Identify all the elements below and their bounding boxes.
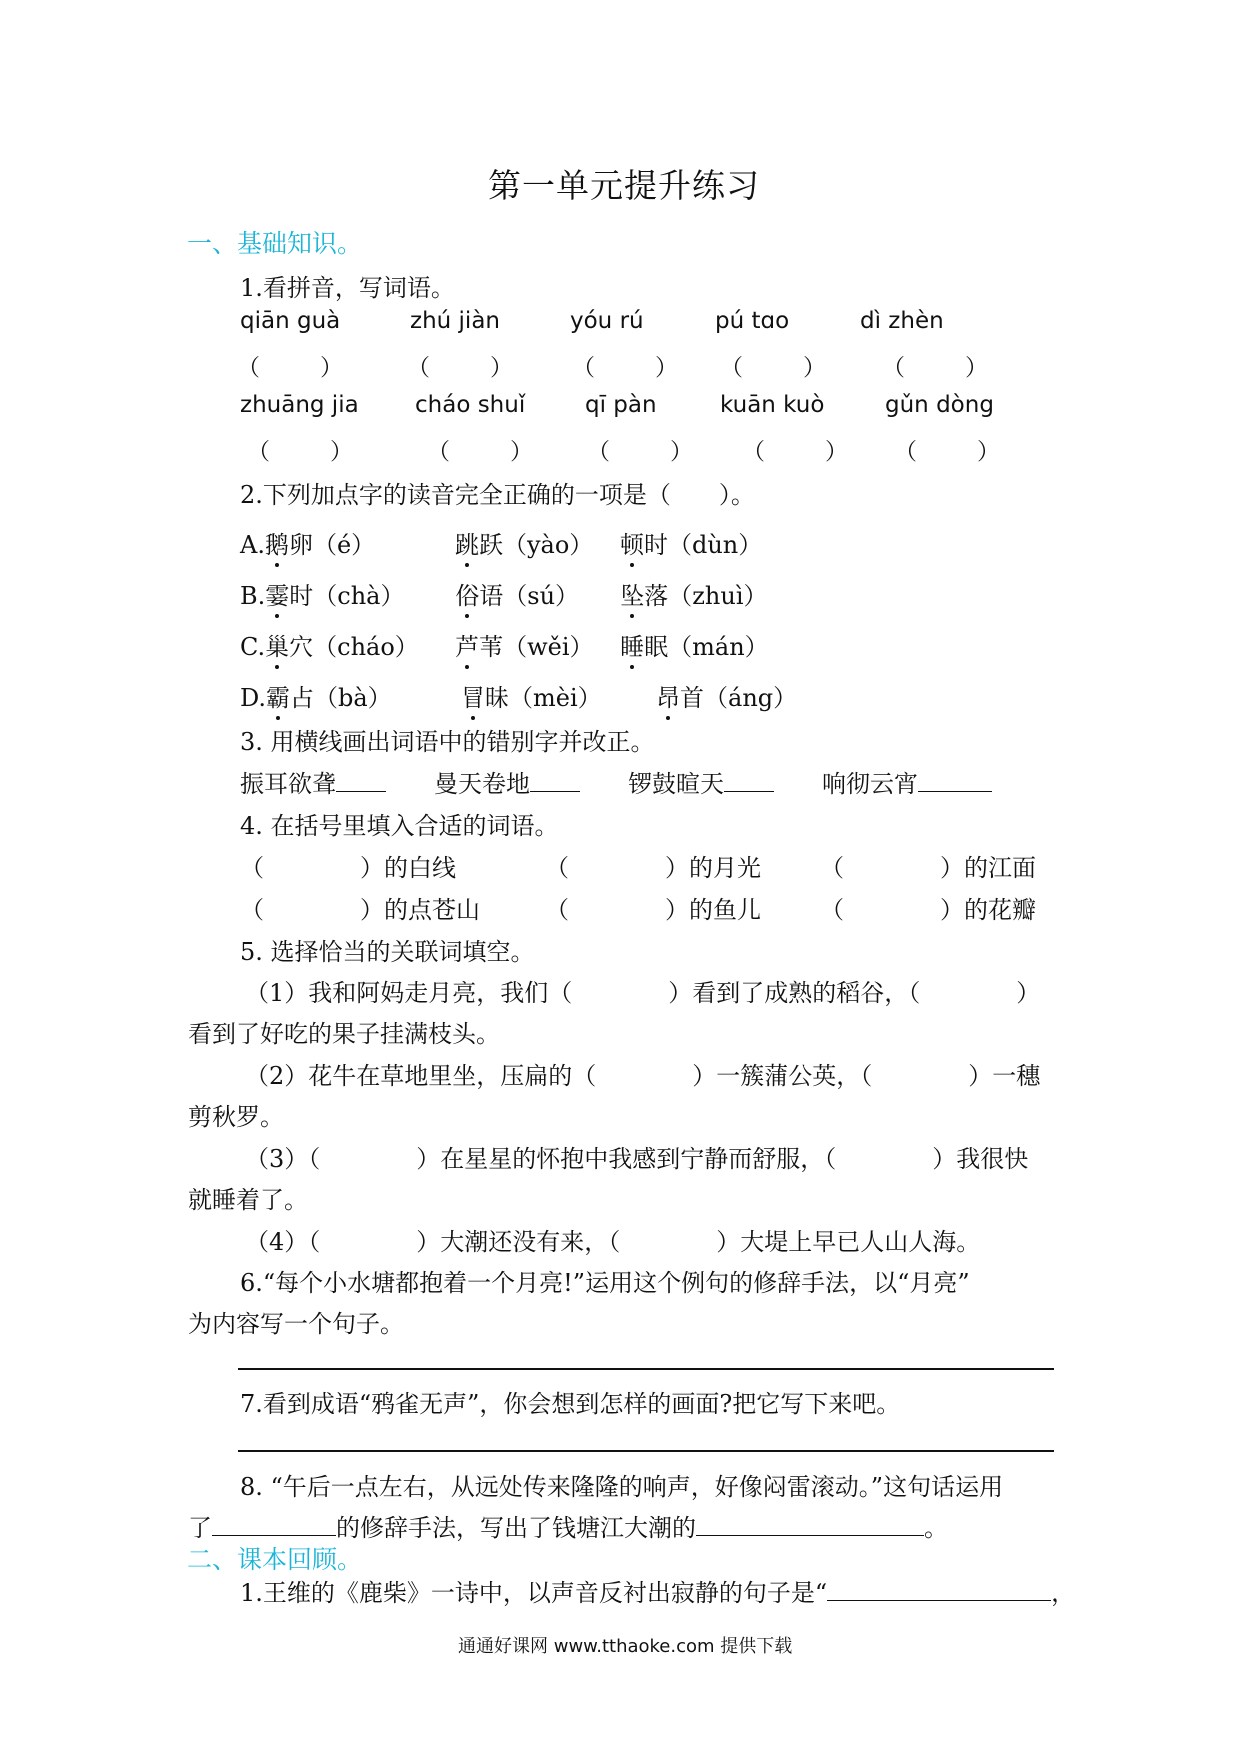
dotted-char: 俗 (455, 576, 479, 611)
section-heading-1: 一、基础知识。 (187, 229, 363, 258)
paren-close: ） (655, 355, 678, 381)
answer-line-q7 (238, 1450, 1054, 1452)
pinyin-item: qiān guà (240, 308, 341, 334)
fill-row-1 (240, 848, 1036, 883)
q5-sentence-2-cont: 剪秋罗。 (188, 1103, 284, 1131)
option-b (240, 576, 768, 611)
question-6-line-2: 为内容写一个句子。 (188, 1310, 404, 1338)
typo-word: 曼天卷地 (434, 770, 530, 798)
pinyin-item: kuān kuò (720, 392, 825, 418)
option-text: 昧（mèi） (485, 684, 602, 712)
typo-words-row (240, 764, 992, 799)
answer-blank (530, 767, 580, 792)
answer-blank (696, 1511, 924, 1536)
option-c (240, 627, 769, 662)
paren-open: （ (247, 439, 270, 465)
pinyin-item: zhuāng jia (240, 392, 359, 418)
paren-open: （ (720, 355, 743, 381)
option-text: 眠（mán） (644, 633, 769, 661)
fill-item: （ ）的花瓣 (820, 896, 1036, 924)
paren-open: （ (407, 355, 430, 381)
option-text: 时（chà） (289, 582, 405, 610)
dotted-char: 冒 (461, 678, 485, 713)
paren-close: ） (803, 355, 826, 381)
question-7: 7.看到成语“鸦雀无声”，你会想到怎样的画面?把它写下来吧。 (240, 1390, 901, 1418)
option-text: 卵（é） (288, 531, 376, 559)
paren-open: （ (742, 439, 765, 465)
paren-open: （ (572, 355, 595, 381)
dotted-char: 顿 (620, 525, 644, 560)
pinyin-item: gǔn dòng (885, 392, 994, 418)
pinyin-item: zhú jiàn (410, 308, 500, 334)
fill-item: （ ）的鱼儿 (545, 896, 761, 924)
question-4-stem: 4. 在括号里填入合适的词语。 (240, 812, 559, 840)
option-label: C. (240, 633, 266, 661)
page-title: 第一单元提升练习 (488, 166, 760, 205)
question-1-stem: 1.看拼音，写词语。 (240, 274, 455, 302)
dotted-char: 芦 (455, 627, 479, 662)
paren-close: ） (330, 439, 353, 465)
review-text: 1.王维的《鹿柴》一诗中，以声音反衬出寂静的句子是“ (240, 1579, 828, 1607)
q5-sentence-1: （1）我和阿妈走月亮，我们（ ）看到了成熟的稻谷，（ ） (245, 979, 1041, 1007)
pinyin-item: qī pàn (585, 392, 657, 418)
question-8-line-2 (188, 1508, 948, 1543)
dotted-char: 跳 (455, 525, 479, 560)
option-text: 占（bà） (290, 684, 392, 712)
dotted-char: 睡 (620, 627, 644, 662)
q5-sentence-3: （3）（ ）在星星的怀抱中我感到宁静而舒服，（ ）我很快 (245, 1145, 1029, 1173)
question-6-line-1: 6.“每个小水塘都抱着一个月亮!”运用这个例句的修辞手法，以“月亮” (240, 1269, 970, 1297)
paren-close: ） (977, 439, 1000, 465)
answer-blank (827, 1576, 1051, 1601)
option-a (240, 525, 762, 560)
dotted-char: 昂 (656, 678, 680, 713)
question-2-stem: 2.下列加点字的读音完全正确的一项是（ ）。 (240, 481, 755, 509)
dotted-char: 巢 (265, 627, 289, 662)
option-label: D. (240, 684, 267, 712)
review-question-1 (240, 1573, 1075, 1608)
question-8-line-1: 8. “午后一点左右，从远处传来隆隆的响声，好像闷雷滚动。”这句话运用 (240, 1473, 1004, 1501)
option-text: 穴（cháo） (289, 633, 419, 661)
paren-open: （ (237, 355, 260, 381)
option-label: A. (240, 531, 265, 559)
dotted-char: 霸 (266, 678, 290, 713)
q8-text: 。 (924, 1514, 948, 1542)
pinyin-item: yóu rú (570, 308, 644, 334)
q5-sentence-2: （2）花牛在草地里坐，压扁的（ ）一簇蒲公英，（ ）一穗 (245, 1062, 1041, 1090)
pinyin-row-1 (240, 308, 1005, 334)
q8-text: 了 (188, 1514, 212, 1542)
paren-close: ） (490, 355, 513, 381)
dotted-char: 霎 (265, 576, 289, 611)
paren-close: ） (510, 439, 533, 465)
answer-blank (724, 767, 774, 792)
option-d (240, 678, 797, 713)
q5-sentence-4: （4）（ ）大潮还没有来，（ ）大堤上早已人山人海。 (245, 1228, 981, 1256)
pinyin-item: cháo shuǐ (415, 392, 526, 418)
paren-open: （ (882, 355, 905, 381)
option-text: 落（zhuì） (644, 582, 768, 610)
paren-open: （ (587, 439, 610, 465)
typo-word: 振耳欲聋 (240, 770, 336, 798)
answer-blank (212, 1511, 336, 1536)
answer-line-q6 (238, 1368, 1054, 1370)
fill-row-2 (240, 890, 1036, 925)
pinyin-item: dì zhèn (860, 308, 944, 334)
fill-item: （ ）的月光 (545, 854, 761, 882)
answer-parens-row-2 (247, 433, 1044, 466)
q8-text: 的修辞手法，写出了钱塘江大潮的 (336, 1514, 696, 1542)
answer-blank (918, 767, 992, 792)
option-text: 跃（yào） (478, 531, 594, 559)
pinyin-row-2 (240, 392, 1030, 418)
q5-sentence-3-cont: 就睡着了。 (188, 1186, 308, 1214)
typo-word: 锣鼓暄天 (628, 770, 724, 798)
paren-open: （ (894, 439, 917, 465)
dotted-char: 坠 (620, 576, 644, 611)
q5-sentence-1-cont: 看到了好吃的果子挂满枝头。 (188, 1020, 500, 1048)
option-text: 苇（wěi） (479, 633, 594, 661)
review-text: ， (1051, 1579, 1076, 1607)
answer-blank (336, 767, 386, 792)
question-5-stem: 5. 选择恰当的关联词填空。 (240, 938, 535, 966)
paren-close: ） (670, 439, 693, 465)
paren-open: （ (427, 439, 450, 465)
pinyin-item: pú tɑo (715, 308, 790, 334)
option-text: 首（áng） (680, 684, 798, 712)
paren-close: ） (965, 355, 988, 381)
typo-word: 响彻云宵 (822, 770, 918, 798)
fill-item: （ ）的白线 (240, 854, 456, 882)
option-label: B. (240, 582, 266, 610)
option-text: 语（sú） (479, 582, 580, 610)
footer-credit: 通通好课网 www.tthaoke.com 提供下载 (458, 1636, 793, 1657)
paren-close: ） (320, 355, 343, 381)
answer-parens-row-1 (237, 349, 1032, 382)
fill-item: （ ）的江面 (820, 854, 1036, 882)
paren-close: ） (825, 439, 848, 465)
question-3-stem: 3. 用横线画出词语中的错别字并改正。 (240, 728, 655, 756)
fill-item: （ ）的点苍山 (240, 896, 480, 924)
dotted-char: 鹅 (265, 525, 289, 560)
option-text: 时（dùn） (643, 531, 763, 559)
section-heading-2: 二、课本回顾。 (187, 1545, 363, 1574)
